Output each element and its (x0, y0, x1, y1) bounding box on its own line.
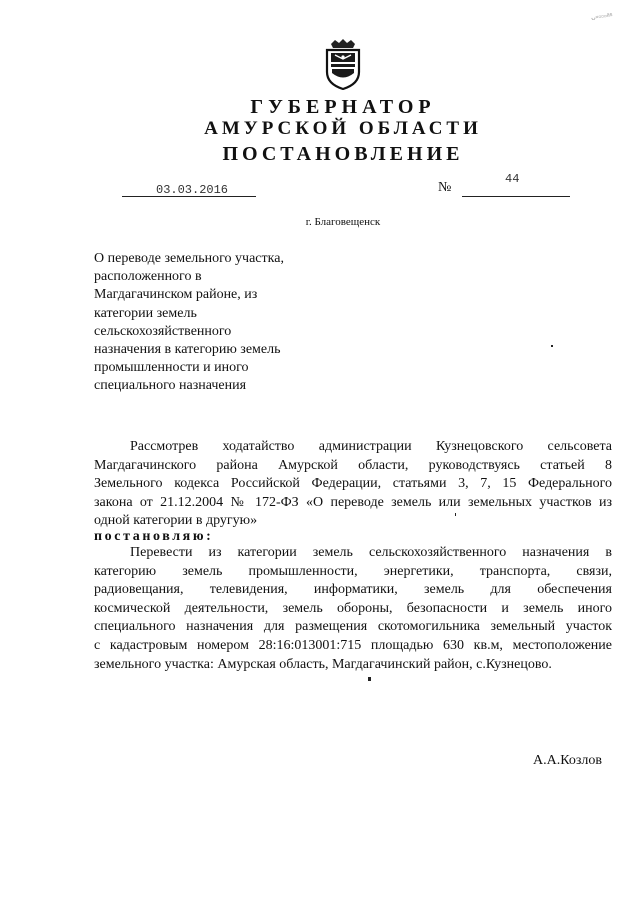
preamble-line: одной категории в другую» (94, 513, 258, 529)
governor-heading: ГУБЕРНАТОР (250, 96, 436, 118)
subject-line: специального назначения (94, 378, 247, 394)
decision-line: Перевести из категории земель сельскохозяйственного назначения в (130, 545, 612, 560)
decree-subject (94, 250, 334, 396)
preamble-line: Земельного кодекса Российской Федерации, статьями 3, 7, 15 Федерального (94, 476, 612, 492)
subject-line: сельскохозяйственного (94, 323, 232, 339)
preamble-line: Магдагачинского района Амурской области, руководствуясь статьей 8 (94, 457, 612, 473)
scan-mark: ᴗ▫▫▫▫ᵃˢ (590, 10, 613, 23)
decision-line: космической деятельности, земель обороны, безопасности и земель иного (94, 600, 612, 616)
decision-line: с кадастровым номером 28:16:013001:715 площадью 630 кв.м, местоположение (94, 637, 612, 653)
subject-line: назначения в категорию земель (94, 342, 281, 358)
scan-speck (368, 677, 371, 681)
decision-line: радиовещания, телевидения, информатики, земель для обеспечения (94, 582, 612, 598)
coat-of-arms-emblem (321, 38, 365, 90)
preamble-paragraph (94, 438, 612, 531)
scan-speck (551, 345, 553, 347)
subject-line: расположенного в (94, 269, 202, 285)
decision-line: категорию земель промышленности, энергетики, транспорта, связи, (94, 563, 612, 579)
subject-line: О переводе земельного участка, (94, 251, 284, 266)
signature-name: А.А.Козлов (533, 753, 602, 768)
resolve-word: постановляю: (94, 529, 214, 544)
preamble-line: Рассмотрев ходатайство администрации Кузнецовского сельсовета (130, 439, 612, 454)
decision-line: специального назначения для размещения скотомогильника земельный участок (94, 619, 612, 635)
subject-line: категории земель (94, 305, 197, 321)
preamble-line: закона от 21.12.2004 № 172-ФЗ «О переводе земель или земельных участков из (94, 494, 612, 510)
decision-paragraph (94, 544, 612, 674)
region-heading: АМУРСКОЙ ОБЛАСТИ (204, 118, 482, 139)
scan-speck (455, 513, 456, 516)
number-sign: № (438, 180, 452, 195)
decree-date: 03.03.2016 (156, 183, 229, 197)
number-underline (462, 196, 570, 197)
document-type-heading: ПОСТАНОВЛЕНИЕ (222, 143, 464, 165)
city-name: г. Благовещенск (305, 216, 381, 228)
subject-line: Магдагачинском районе, из (94, 287, 258, 303)
decree-number: 44 (505, 172, 520, 186)
subject-line: промышленности и иного (94, 360, 249, 376)
decision-line: земельного участка: Амурская область, Магдагачинский район, с.Кузнецово. (94, 656, 552, 672)
